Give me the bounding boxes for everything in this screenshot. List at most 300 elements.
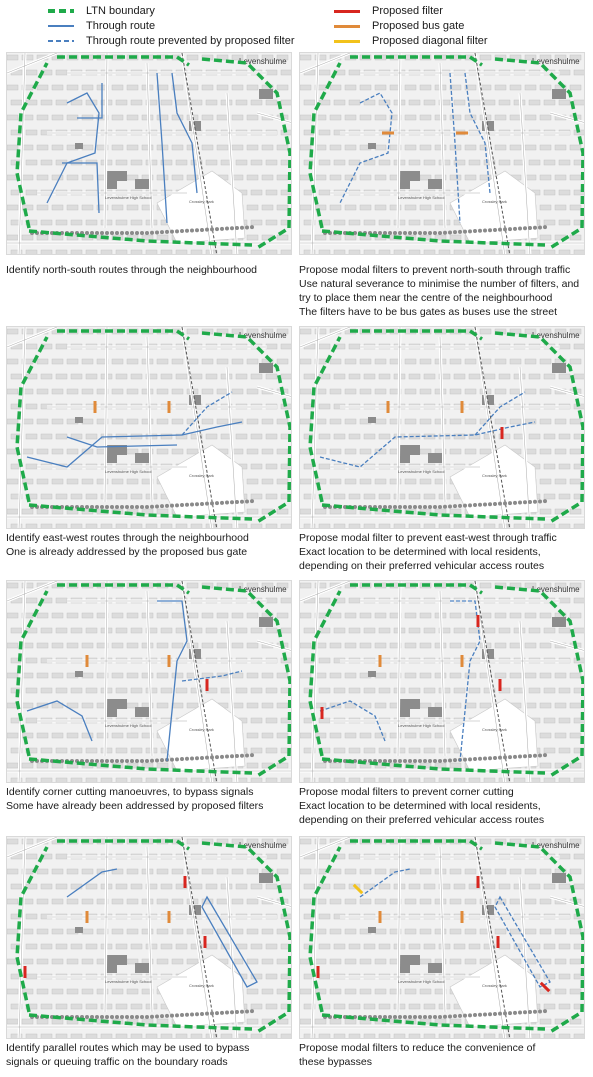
tree [438,231,442,235]
tree [443,505,447,509]
tree [185,503,189,507]
tree [125,1015,129,1019]
school-building [135,707,149,717]
tree [145,1015,149,1019]
map-svg [7,327,292,529]
tree [185,229,189,233]
tree [473,757,477,761]
tree [155,230,159,234]
tree [393,231,397,235]
building [75,417,83,423]
tree [513,1011,517,1015]
tree [105,505,109,509]
tree [448,1014,452,1018]
tree [230,754,234,758]
tree [95,505,99,509]
tree [453,758,457,762]
panel-caption-6 [299,785,589,827]
proposed-filter-bar [24,966,27,978]
panel-caption-3 [6,531,296,559]
tree [100,505,104,509]
tree [533,226,537,230]
tree [220,755,224,759]
tree [105,231,109,235]
legend-label: Through route prevented by proposed filter [86,35,295,47]
tree [488,502,492,506]
tree [115,1015,119,1019]
tree [120,759,124,763]
tree [423,231,427,235]
tree [458,504,462,508]
ltn-boundary-icon [48,9,74,13]
tree [478,503,482,507]
tree [155,504,159,508]
tree [468,229,472,233]
tree [378,1015,382,1019]
tree [408,759,412,763]
base-map [300,581,585,783]
school-building [428,707,442,717]
park-label: Crossley Park [189,473,214,478]
proposed-filter [497,936,500,948]
caption-line: these bypasses [299,1056,372,1068]
bus-gate-bar [168,401,171,413]
proposed-filter-bar [499,679,502,691]
tree [190,503,194,507]
tree [383,505,387,509]
park-label: Crossley Park [189,983,214,988]
park-label: Crossley Park [482,983,507,988]
school-label: Levenshulme High School [105,979,152,984]
bus-gate-bar [461,655,464,667]
tree [240,500,244,504]
tree [488,228,492,232]
bus-gate-bar [168,911,171,923]
proposed-filter [184,876,187,888]
panel-caption-1 [6,263,296,277]
tree [378,759,382,763]
tree [145,759,149,763]
proposed-filter [477,876,480,888]
tree [498,1012,502,1016]
tree [135,505,139,509]
tree [90,505,94,509]
place-label: Levenshulme [532,841,580,850]
park-label: Crossley Park [482,727,507,732]
school-label: Levenshulme High School [398,469,445,474]
tree [388,759,392,763]
tree [448,504,452,508]
proposed-filter-bar [184,876,187,888]
tree [408,1015,412,1019]
base-map [300,53,585,255]
tree [523,500,527,504]
base-map [300,327,585,529]
place-label: Levenshulme [532,585,580,594]
tree [130,231,134,235]
tree [250,225,254,229]
proposed-filter-bar [477,615,480,627]
tree [195,1012,199,1016]
tree [145,231,149,235]
caption-line: depending on their preferred vehicular access routes [299,560,545,572]
tree [210,755,214,759]
tree [448,230,452,234]
park-label: Crossley Park [189,727,214,732]
tree [463,758,467,762]
proposed-filter [317,966,320,978]
legend-label: Proposed filter [372,5,443,17]
tree [428,505,432,509]
tree [90,231,94,235]
tree [115,759,119,763]
tree [378,231,382,235]
tree [418,505,422,509]
tree [240,1010,244,1014]
caption-line: The filters have to be bus gates as buses use the street [299,306,557,318]
panel-caption-2 [299,263,589,319]
tree [383,759,387,763]
tree [403,759,407,763]
tree [503,1011,507,1015]
tree [518,227,522,231]
tree [130,1015,134,1019]
tree [160,230,164,234]
tree [463,504,467,508]
tree [388,1015,392,1019]
tree [483,229,487,233]
tree [110,1015,114,1019]
tree [210,501,214,505]
tree [125,231,129,235]
school-label: Levenshulme High School [398,723,445,728]
tree [180,1013,184,1017]
place-label: Levenshulme [239,57,287,66]
bus-gate-icon [334,25,360,28]
tree [478,757,482,761]
tree [538,1009,542,1013]
tree [378,505,382,509]
tree [413,505,417,509]
tree [90,1015,94,1019]
park-label: Crossley Park [482,473,507,478]
school-building [135,963,149,973]
tree [210,227,214,231]
tree [140,505,144,509]
bus-gate [461,655,464,667]
map-panel-1 [6,52,292,255]
bus-gate [456,132,468,135]
tree [95,1015,99,1019]
proposed-filter-bar [317,966,320,978]
panel-caption-4 [299,531,589,573]
tree [245,225,249,229]
school-building [428,453,442,463]
tree [215,1011,219,1015]
tree [498,228,502,232]
base-map [7,581,292,783]
tree [195,228,199,232]
prevented-route-icon [48,40,74,42]
proposed-filter-icon [334,10,360,13]
tree [423,759,427,763]
tree [235,754,239,758]
tree [180,229,184,233]
tree [195,502,199,506]
tree [130,505,134,509]
caption-line: One is already addressed by the proposed bus gate [6,546,248,558]
tree [200,502,204,506]
map-svg [300,581,585,783]
tree [155,758,159,762]
tree [200,1012,204,1016]
tree [100,759,104,763]
tree [215,227,219,231]
tree [125,505,129,509]
bus-gate-bar [461,911,464,923]
tree [95,759,99,763]
panel-caption-5 [6,785,296,813]
tree [125,759,129,763]
legend-item-proposed-filter [334,3,443,19]
tree [413,759,417,763]
tree [230,500,234,504]
proposed-filter [206,679,209,691]
tree [443,1015,447,1019]
tree [215,501,219,505]
building [368,143,376,149]
proposed-filter [477,615,480,627]
tree [483,503,487,507]
tree [463,1014,467,1018]
tree [528,226,532,230]
tree [115,231,119,235]
caption-line: Identify corner cutting manoeuvres, to bypass signals [6,786,254,798]
tree [438,1015,442,1019]
caption-line: Identify parallel routes which may be used to bypass [6,1042,250,1054]
tree [508,1011,512,1015]
tree [210,1011,214,1015]
tree [453,230,457,234]
map-svg [7,581,292,783]
tree [230,1010,234,1014]
tree [155,1014,159,1018]
tree [398,505,402,509]
building [552,89,566,99]
tree [383,1015,387,1019]
tree [235,500,239,504]
tree [513,227,517,231]
tree [468,1013,472,1017]
tree [438,759,442,763]
tree [468,503,472,507]
map-panel-4 [299,326,585,529]
tree [165,230,169,234]
caption-line: Use natural severance to minimise the number of filters, and [299,278,580,290]
tree [398,1015,402,1019]
proposed-filter-bar [497,936,500,948]
tree [150,231,154,235]
tree [135,231,139,235]
bus-gate [168,401,171,413]
legend-label: Through route [86,20,156,32]
tree [458,230,462,234]
tree [225,755,229,759]
tree [428,231,432,235]
tree [200,228,204,232]
tree [473,229,477,233]
school-label: Levenshulme High School [105,195,152,200]
bus-gate-bar [86,911,89,923]
building [368,927,376,933]
place-label: Levenshulme [532,331,580,340]
base-map [7,327,292,529]
tree [110,505,114,509]
tree [190,757,194,761]
tree [120,1015,124,1019]
building [75,143,83,149]
panel-caption-8 [299,1041,589,1069]
tree [220,227,224,231]
tree [443,759,447,763]
tree [433,505,437,509]
tree [175,757,179,761]
tree [165,504,169,508]
tree [503,227,507,231]
caption-line: Propose modal filter to prevent east-west through traffic [299,532,557,544]
bus-gate-bar [168,655,171,667]
park-label: Crossley Park [482,199,507,204]
tree [508,755,512,759]
tree [170,1014,174,1018]
legend-item-diagonal-filter [334,33,488,49]
tree [110,231,114,235]
tree [533,1010,537,1014]
legend-label: LTN boundary [86,5,155,17]
proposed-filter-bar [204,936,207,948]
proposed-filter [501,427,504,439]
proposed-filter [24,966,27,978]
tree [240,754,244,758]
tree [220,1011,224,1015]
legend-item-ltn-boundary [48,3,155,19]
tree [448,758,452,762]
tree [428,759,432,763]
tree [483,1013,487,1017]
caption-line: try to place them near the centre of the neighbourhood [299,292,553,304]
bus-gate [461,401,464,413]
tree [135,1015,139,1019]
tree [160,758,164,762]
building [259,89,273,99]
tree [120,231,124,235]
map-svg [7,837,292,1039]
map-panel-6 [299,580,585,783]
building [552,617,566,627]
tree [393,505,397,509]
building [259,363,273,373]
tree [170,230,174,234]
map-svg [300,53,585,255]
bus-gate [168,655,171,667]
tree [90,759,94,763]
tree [393,759,397,763]
building [552,873,566,883]
place-label: Levenshulme [532,57,580,66]
caption-line: depending on their preferred vehicular access routes [299,814,545,826]
base-map [300,837,585,1039]
tree [245,753,249,757]
legend-item-prevented-route [48,33,295,49]
caption-line: Propose modal filters to prevent corner cutting [299,786,514,798]
tree [160,1014,164,1018]
tree [100,231,104,235]
tree [518,501,522,505]
tree [245,1009,249,1013]
bus-gate-bar [379,911,382,923]
tree [418,231,422,235]
tree [513,755,517,759]
tree [120,505,124,509]
caption-line: Exact location to be determined with local residents, [299,546,541,558]
tree [528,754,532,758]
tree [523,754,527,758]
caption-line: Identify east-west routes through the neighbourhood [6,532,249,544]
bus-gate [86,655,89,667]
tree [453,504,457,508]
caption-line: Exact location to be determined with local residents, [299,800,541,812]
map-legend [0,0,593,50]
bus-gate [379,911,382,923]
tree [433,231,437,235]
tree [215,755,219,759]
tree [110,759,114,763]
map-panel-8 [299,836,585,1039]
tree [543,225,547,229]
school-building [135,179,149,189]
map-svg [300,327,585,529]
tree [538,499,542,503]
school-label: Levenshulme High School [105,723,152,728]
building [368,671,376,677]
bus-gate [168,911,171,923]
bus-gate-bar [387,401,390,413]
tree [538,225,542,229]
tree [478,1013,482,1017]
tree [523,1010,527,1014]
proposed-filter [321,707,324,719]
tree [498,502,502,506]
building [259,873,273,883]
tree [413,231,417,235]
tree [478,229,482,233]
tree [508,501,512,505]
tree [503,755,507,759]
tree [528,1010,532,1014]
caption-line: signals or queuing traffic on the boundary roads [6,1056,228,1068]
bus-gate [379,655,382,667]
bus-gate-bar [456,132,468,135]
tree [140,759,144,763]
caption-line: Some have already been addressed by proposed filters [6,800,264,812]
map-panel-2 [299,52,585,255]
tree [135,759,139,763]
tree [523,226,527,230]
tree [498,756,502,760]
through-route-icon [48,25,74,27]
tree [190,229,194,233]
legend-label: Proposed bus gate [372,20,465,32]
